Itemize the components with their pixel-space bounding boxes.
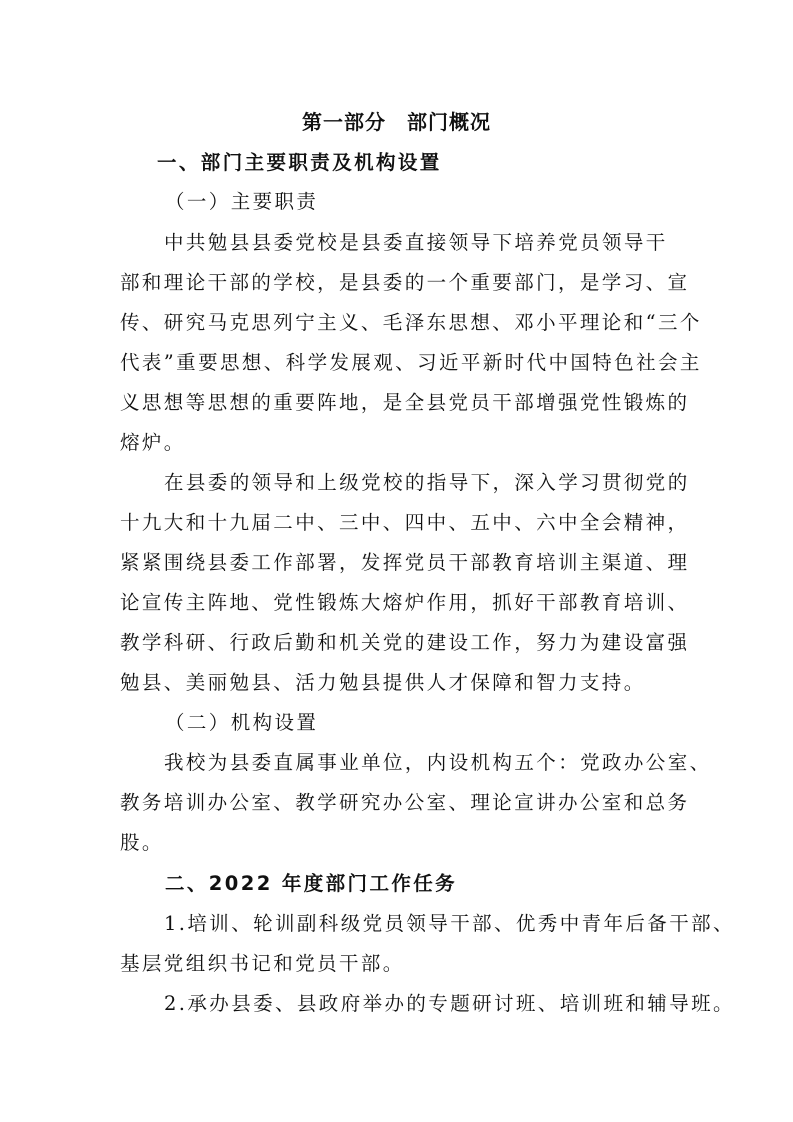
paragraph-line: 教务培训办公室、教学研究办公室、理论宣讲办公室和总务	[120, 791, 690, 814]
subsection-heading-duties: （一）主要职责	[165, 190, 319, 213]
paragraph-line: 代表”重要思想、科学发展观、习近平新时代中国特色社会主	[120, 351, 702, 374]
subsection-heading-structure: （二）机构设置	[165, 711, 319, 734]
paragraph-line: 我校为县委直属事业单位，内设机构五个：党政办公室、	[164, 751, 712, 774]
task-line: 2.承办县委、县政府举办的专题研讨班、培训班和辅导班。	[164, 992, 735, 1015]
paragraph-line: 义思想等思想的重要阵地，是全县党员干部增强党性锻炼的	[120, 391, 690, 414]
paragraph-line: 勉县、美丽勉县、活力勉县提供人才保障和智力支持。	[120, 671, 646, 694]
page-title: 第一部分 部门概况	[302, 110, 491, 134]
paragraph-line: 中共勉县县委党校是县委直接领导下培养党员领导干	[164, 231, 668, 254]
task-line: 1.培训、轮训副科级党员领导干部、优秀中青年后备干部、	[164, 912, 735, 935]
section-heading-2: 二、2022 年度部门工作任务	[165, 872, 458, 895]
paragraph-line: 熔炉。	[120, 431, 186, 454]
paragraph-line: 教学科研、行政后勤和机关党的建设工作，努力为建设富强	[120, 631, 690, 654]
paragraph-line: 十九大和十九届二中、三中、四中、五中、六中全会精神，	[120, 511, 690, 534]
paragraph-line: 股。	[120, 831, 164, 854]
paragraph-line: 在县委的领导和上级党校的指导下，深入学习贯彻党的	[164, 471, 690, 494]
paragraph-line: 紧紧围绕县委工作部署，发挥党员干部教育培训主渠道、理	[120, 551, 690, 574]
paragraph-line: 部和理论干部的学校，是县委的一个重要部门，是学习、宣	[120, 271, 690, 294]
task-line: 基层党组织书记和党员干部。	[120, 952, 405, 975]
paragraph-line: 传、研究马克思列宁主义、毛泽东思想、邓小平理论和“三个	[120, 311, 702, 334]
paragraph-line: 论宣传主阵地、党性锻炼大熔炉作用，抓好干部教育培训、	[120, 591, 690, 614]
section-heading-1: 一、部门主要职责及机构设置	[157, 151, 442, 174]
